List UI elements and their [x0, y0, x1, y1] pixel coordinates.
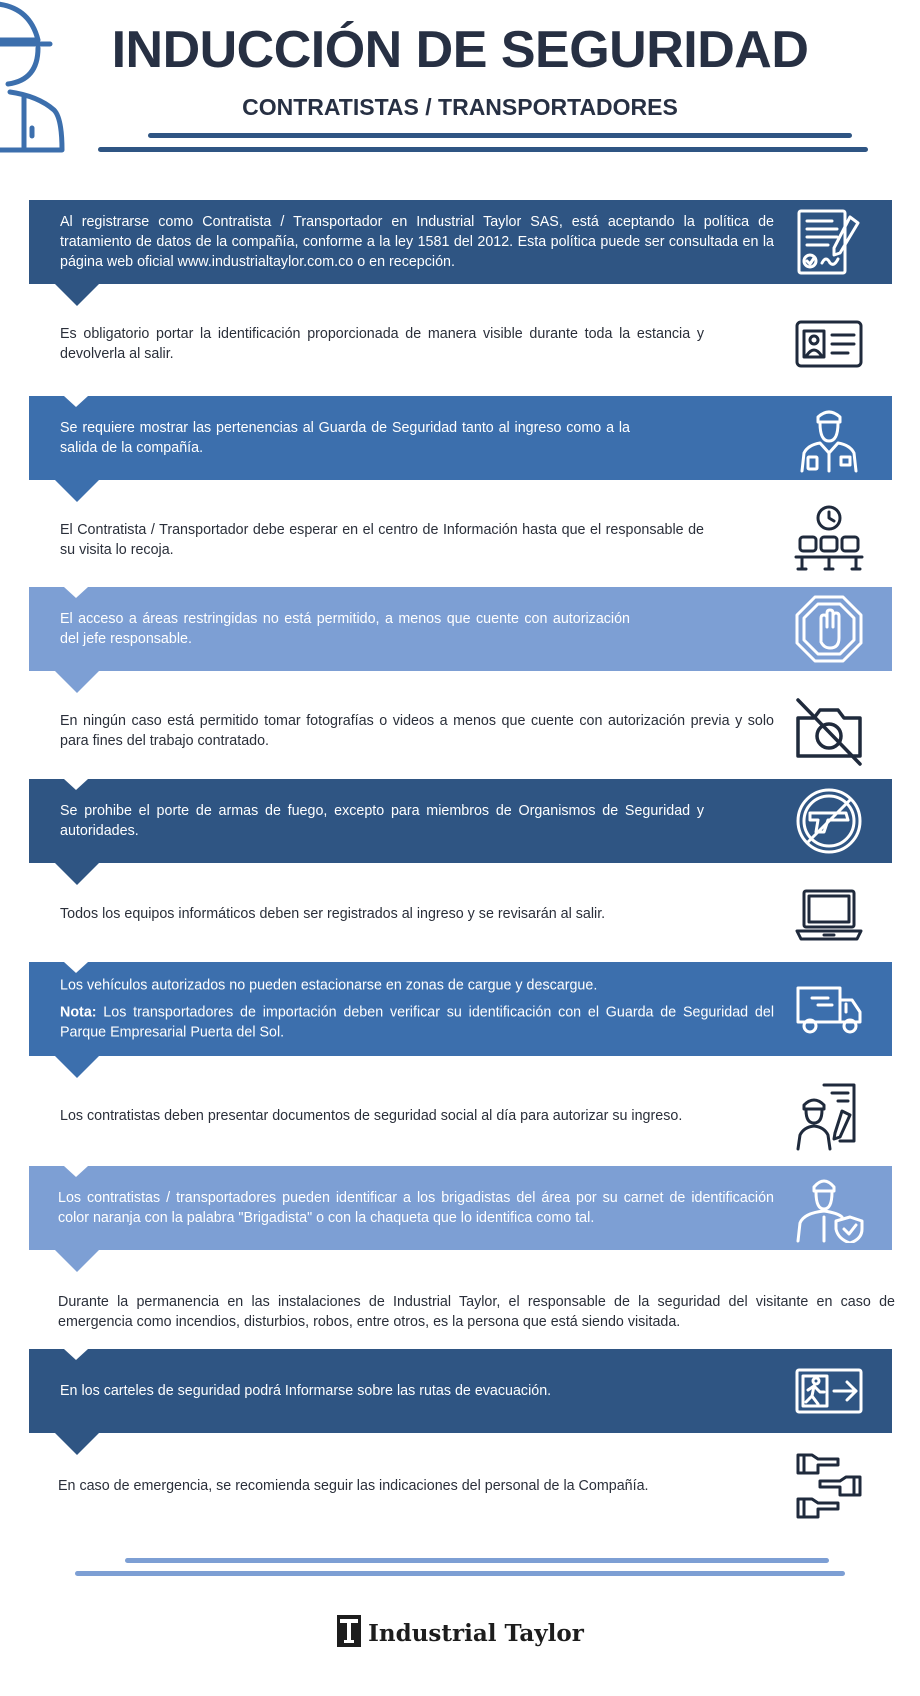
header-divider-bottom [98, 147, 868, 152]
item-text: Se prohibe el porte de armas de fuego, excepto para miembros de Organismos de Seguridad y autoridades. [60, 803, 704, 839]
logo-text: Industrial Taylor [368, 1620, 584, 1647]
item-text: El acceso a áreas restringidas no está permitido, a menos que cuente con autorización del jefe responsable. [60, 611, 630, 647]
no-camera-icon [794, 696, 864, 766]
waiting-room-icon [794, 505, 864, 575]
taylor-t-logo-icon [336, 1614, 362, 1653]
policy-item [29, 962, 892, 1056]
policy-item [29, 878, 892, 950]
policy-item [29, 1448, 892, 1524]
header-divider-top [148, 133, 852, 138]
footer-divider-bottom [75, 1571, 845, 1576]
policy-item [29, 200, 892, 284]
policy-item [29, 306, 892, 382]
policy-item [29, 1078, 892, 1154]
id-card-icon [794, 309, 864, 379]
no-weapons-icon [794, 786, 864, 856]
item-note [60, 1003, 774, 1043]
page-title: INDUCCIÓN DE SEGURIDAD [111, 21, 809, 79]
delivery-truck-icon [794, 974, 864, 1044]
item-text: Los contratistas deben presentar documentos de seguridad social al día para autorizar su ingreso. [60, 1108, 683, 1124]
company-logo [0, 1614, 920, 1653]
policy-item [29, 396, 892, 480]
item-text: Se requiere mostrar las pertenencias al Guarda de Seguridad tanto al ingreso como a la salida de la compañía. [60, 420, 630, 456]
policy-item [29, 587, 892, 671]
pointing-hands-icon [794, 1451, 864, 1521]
note-text: Los transportadores de importación deben verificar su identificación con el Guarda de Seguridad del Parque Empresarial Puerta del Sol. [60, 1004, 774, 1041]
policy-item [29, 779, 892, 863]
item-text: Los vehículos autorizados no pueden estacionarse en zonas de cargue y descargue. [60, 977, 598, 994]
item-text: Al registrarse como Contratista / Transportador en Industrial Taylor SAS, está aceptando la política de tratamiento de datos de la compañía, conforme a la ley 1581 del 2012. Esta política puede ser consultada en la página web oficial www.industrialtaylor.com.co o en recepción. [60, 214, 774, 270]
policy-item [29, 692, 892, 770]
item-text: En caso de emergencia, se recomienda seguir las indicaciones del personal de la Compañía. [58, 1478, 649, 1494]
stop-hand-icon [794, 594, 864, 664]
item-text: El Contratista / Transportador debe esperar en el centro de Información hasta que el responsable de su visita lo recoja. [60, 522, 704, 558]
note-label: Nota: [60, 1004, 97, 1021]
policy-item [29, 1166, 892, 1250]
policy-item [29, 1349, 892, 1433]
item-text: En ningún caso está permitido tomar fotografías o videos a menos que cuente con autorización previa y solo para fines del trabajo contratado. [60, 713, 774, 749]
brigadista-shield-icon [794, 1173, 864, 1243]
policy-item [29, 1274, 895, 1350]
worker-document-icon [794, 1081, 864, 1151]
exit-sign-icon [794, 1356, 864, 1426]
document-sign-icon [794, 207, 864, 277]
item-text: Es obligatorio portar la identificación proporcionada de manera visible durante toda la estancia y devolverla al salir. [60, 326, 704, 362]
item-text-block [60, 976, 774, 1043]
laptop-icon [794, 879, 864, 949]
footer-divider-top [125, 1558, 829, 1563]
item-text: Los contratistas / transportadores pueden identificar a los brigadistas del área por su carnet de identificación color naranja con la palabra "Brigadista" o con la chaqueta que lo identifica como tal. [58, 1190, 774, 1226]
page-subtitle: CONTRATISTAS / TRANSPORTADORES [242, 94, 678, 120]
policy-item [29, 502, 892, 578]
item-text: Durante la permanencia en las instalaciones de Industrial Taylor, el responsable de la seguridad del visitante en caso de emergencia como incendios, disturbios, robos, entre otros, es la persona que está siendo visitada. [58, 1294, 895, 1330]
item-text: Todos los equipos informáticos deben ser registrados al ingreso y se revisarán al salir. [60, 906, 606, 922]
item-text: En los carteles de seguridad podrá Informarse sobre las rutas de evacuación. [60, 1383, 552, 1399]
security-guard-icon [794, 403, 864, 473]
